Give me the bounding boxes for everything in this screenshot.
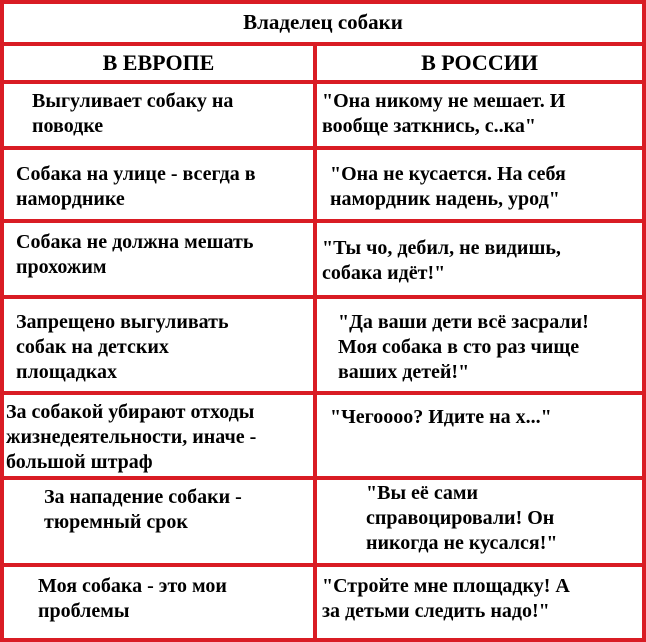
table-cell-europe: Запрещено выгуливать собак на детских площадках <box>16 311 229 383</box>
table-divider <box>0 42 646 46</box>
table-cell-europe: Собака на улице - всегда в наморднике <box>16 163 256 210</box>
table-border-bottom <box>0 638 646 642</box>
table-border-right <box>642 0 646 642</box>
table-divider <box>0 219 646 223</box>
column-header-europe: В ЕВРОПЕ <box>102 50 215 75</box>
table-cell-russia: "Она никому не мешает. И вообще заткнись, с..ка" <box>322 90 566 137</box>
table-border-left <box>0 0 4 642</box>
table-cell-europe: За нападение собаки - тюремный срок <box>44 486 242 533</box>
column-divider <box>313 42 317 642</box>
column-header-russia: В РОССИИ <box>421 50 538 75</box>
table-cell-russia: "Стройте мне площадку! А за детьми следить надо!" <box>322 575 570 622</box>
table-cell-europe: Выгуливает собаку на поводке <box>32 90 234 137</box>
table-cell-russia: "Ты чо, дебил, не видишь, собака идёт!" <box>322 237 561 284</box>
table-divider <box>0 391 646 395</box>
table-divider <box>0 476 646 480</box>
table-cell-russia: "Она не кусается. На себя намордник надень, урод" <box>330 163 566 210</box>
table-cell-russia: "Да ваши дети всё засрали! Моя собака в сто раз чище ваших детей!" <box>338 311 589 383</box>
table-cell-europe: За собакой убирают отходы жизнедеятельности, иначе - большой штраф <box>6 401 257 473</box>
table-divider <box>0 563 646 567</box>
table-title: Владелец собаки <box>243 9 403 34</box>
table-divider <box>0 295 646 299</box>
table-cell-russia: "Чегоооо? Идите на х..." <box>330 406 552 428</box>
table-divider <box>0 80 646 84</box>
table-divider <box>0 146 646 150</box>
table-cell-europe: Собака не должна мешать прохожим <box>16 231 254 278</box>
table-cell-europe: Моя собака - это мои проблемы <box>38 575 227 622</box>
table-cell-russia: "Вы её сами справоцировали! Он никогда не кусался!" <box>366 482 558 554</box>
